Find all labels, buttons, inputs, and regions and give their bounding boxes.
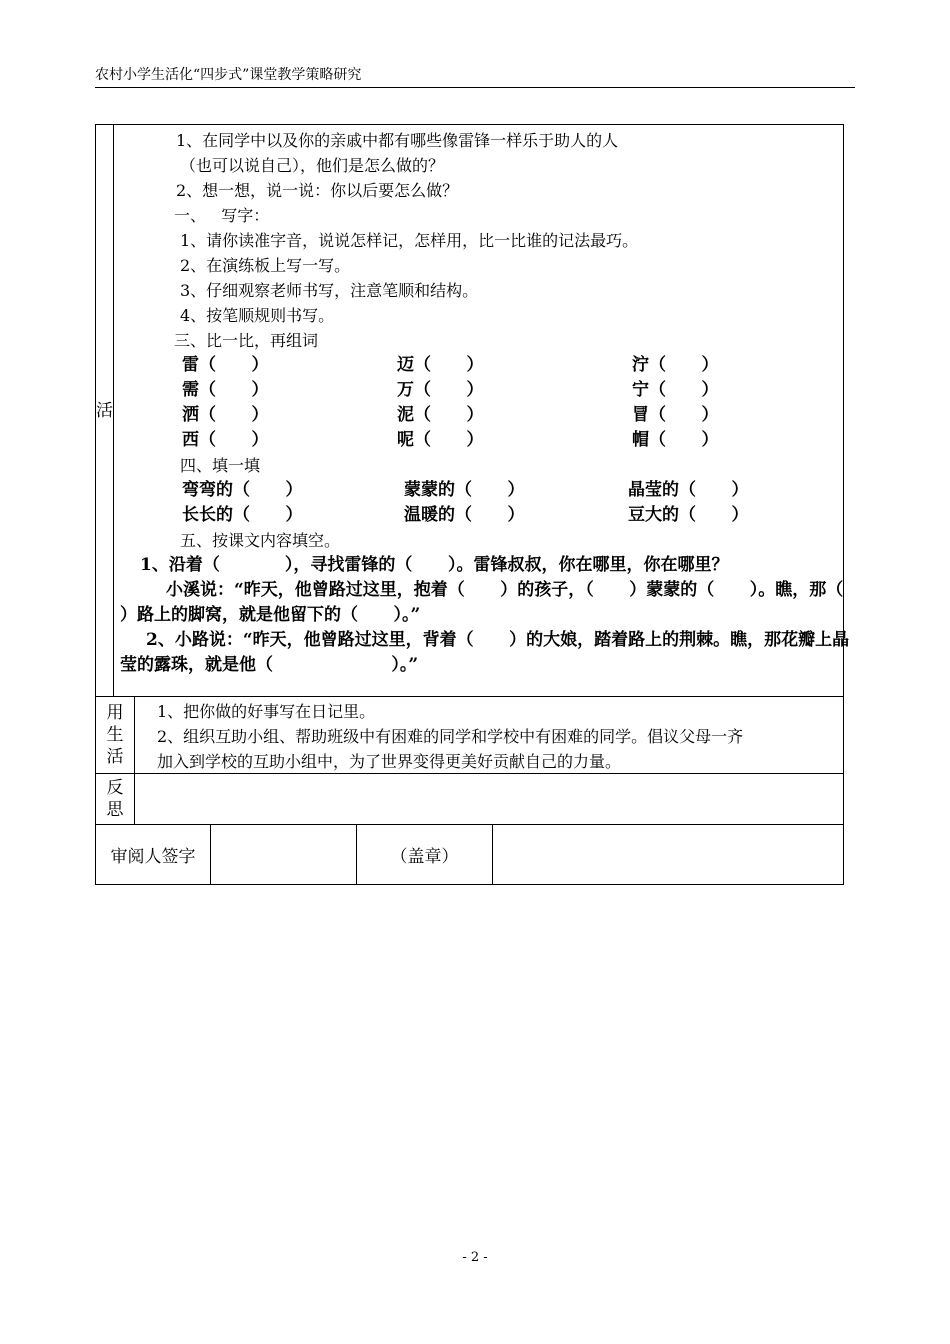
- use-life-line: 加入到学校的互助小组中，为了世界变得更美好贡献自己的力量。: [157, 752, 622, 771]
- use-life-label: [96, 697, 135, 773]
- page-number: - 2 -: [462, 1250, 488, 1265]
- activity-line: 1、在同学中以及你的亲戚中都有哪些像雷锋一样乐于助人的人: [176, 131, 619, 150]
- use-life-line: 1、把你做的好事写在日记里。: [157, 702, 376, 721]
- fill-word: 温暖的（ ）: [404, 505, 525, 525]
- activity-line: 2、在演练板上写一写。: [180, 256, 351, 275]
- compare-word: 宁（ ）: [632, 380, 719, 400]
- reflection-row: [96, 774, 843, 825]
- fill-word: 豆大的（ ）: [628, 505, 749, 525]
- compare-word: 泥（ ）: [397, 405, 484, 425]
- activity-line: 一、 写字：: [174, 206, 270, 225]
- use-life-row: [96, 697, 843, 774]
- compare-word: 西（ ）: [182, 430, 269, 450]
- stamp-label: （盖章）: [357, 825, 493, 884]
- compare-word: 泞（ ）: [632, 355, 719, 375]
- activity-line: （也可以说自己），他们是怎么做的？: [180, 156, 445, 175]
- fill-word: 晶莹的（ ）: [628, 480, 749, 500]
- activity-row: [96, 125, 879, 697]
- page-header: 农村小学生活化“四步式”课堂教学策略研究: [95, 64, 855, 88]
- reflection-label-text: 反思: [106, 778, 124, 820]
- compare-word: 万（ ）: [397, 380, 484, 400]
- signature-label: 审阅人签字: [96, 825, 211, 884]
- fill-word: 长长的（ ）: [182, 505, 303, 525]
- compare-word: 帽（ ）: [632, 430, 719, 450]
- compare-word: 呢（ ）: [397, 430, 484, 450]
- fill-word: 弯弯的（ ）: [182, 480, 303, 500]
- compare-title: 三、比一比，再组词: [174, 331, 319, 350]
- activity-content: [114, 125, 879, 696]
- compare-word: 迈（ ）: [397, 355, 484, 375]
- fill-word: 蒙蒙的（ ）: [404, 480, 525, 500]
- compare-word: 冒（ ）: [632, 405, 719, 425]
- activity-line: 1、请你读准字音，说说怎样记，怎样用，比一比谁的记法最巧。: [180, 231, 639, 250]
- signature-box[interactable]: [211, 825, 357, 884]
- use-life-label-text: 用生活: [106, 703, 124, 767]
- activity-line: 3、仔细观察老师书写，注意笔顺和结构。: [180, 281, 479, 300]
- text-fill-item: 小溪说：“昨天，他曾路过这里，抱着（ ）的孩子，（ ）蒙蒙的（ ）。瞧，那（ ）路上的脚窝，就是他留下的（ ）。”: [120, 580, 879, 625]
- text-fill-item: 2、小路说：“昨天，他曾路过这里，背着（ ）的大娘，踏着路上的荆棘。瞧，那花瓣上晶莹的露珠，就是他（ ）。”: [120, 630, 850, 675]
- lesson-table: [95, 124, 879, 885]
- stamp-box[interactable]: [493, 825, 843, 884]
- activity-line: 4、按笔顺规则书写。: [180, 306, 335, 325]
- compare-word: 需（ ）: [182, 380, 269, 400]
- text-fill-item: 1、沿着（ ），寻找雷锋的（ ）。雷锋叔叔，你在哪里，你在哪里？: [140, 555, 729, 575]
- compare-word: 雷（ ）: [182, 355, 269, 375]
- use-life-line: 2、组织互助小组、帮助班级中有困难的同学和学校中有困难的同学。倡议父母一齐: [157, 727, 744, 746]
- activity-line: 2、想一想，说一说：你以后要怎么做？: [176, 181, 459, 200]
- compare-word: 洒（ ）: [182, 405, 269, 425]
- reflection-label: [96, 774, 135, 824]
- fill-title: 四、填一填: [180, 456, 261, 475]
- use-life-content: [135, 697, 843, 773]
- fill-words-grid: [120, 478, 852, 528]
- signature-row: [96, 825, 843, 884]
- compare-words-grid: [120, 353, 852, 453]
- reflection-content[interactable]: [135, 774, 843, 824]
- text-fill-title: 五、按课文内容填空。: [180, 531, 341, 550]
- activity-label: 活: [96, 125, 114, 696]
